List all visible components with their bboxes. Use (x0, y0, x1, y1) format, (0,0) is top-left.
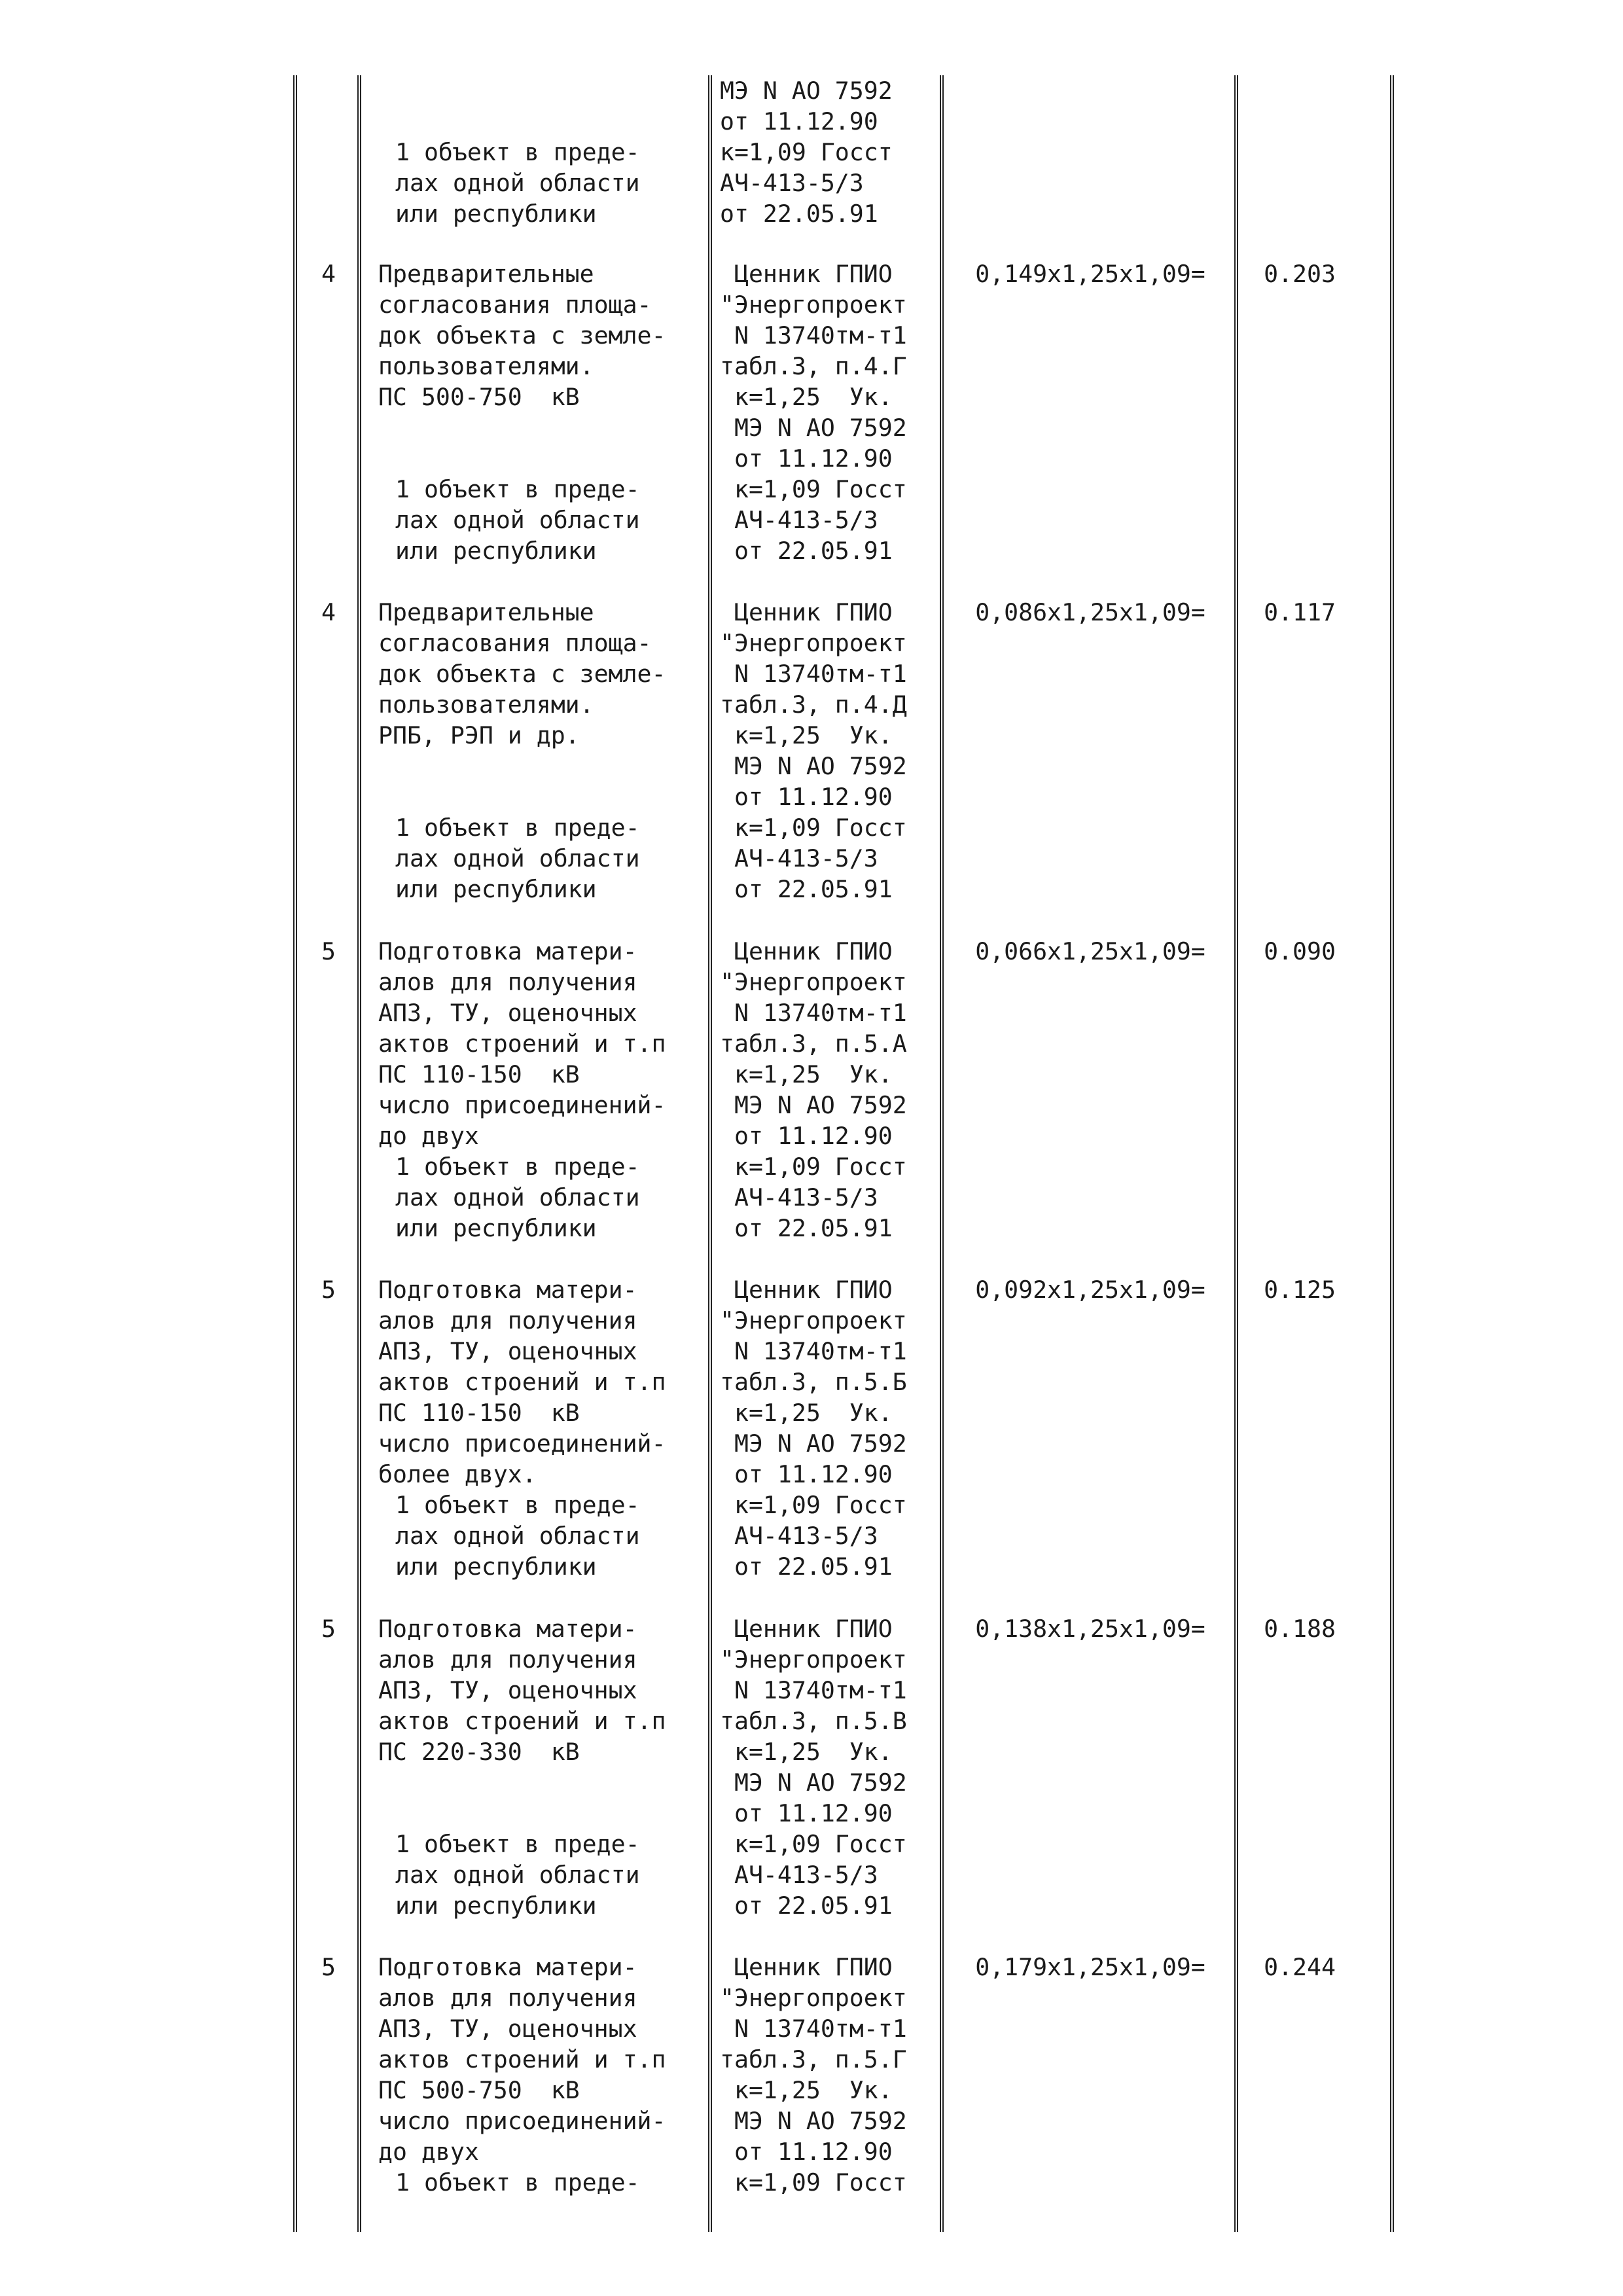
description-line: число присоединений- (378, 1429, 666, 1458)
row-number: 5 (321, 1276, 336, 1304)
row-number: 5 (321, 937, 336, 965)
source-line: N 13740тм-т1 (720, 1337, 907, 1365)
column-divider-source (940, 75, 944, 2232)
source-line: к=1,09 Госст (720, 475, 907, 503)
price-source (720, 1952, 938, 2198)
description-line: актов строений и т.п (378, 1707, 666, 1735)
description-line: или республики (395, 200, 597, 228)
description-line (378, 75, 712, 106)
description-line: или республики (395, 537, 597, 565)
row-number: 5 (321, 1953, 336, 1981)
description-line: Подготовка матери- (378, 1276, 637, 1304)
source-line: к=1,25 Ук. (720, 1399, 893, 1427)
description-line: ПС 110-150 кВ (378, 1399, 580, 1427)
source-line: N 13740тм-т1 (720, 1676, 907, 1704)
source-line: от 22.05.91 (720, 875, 893, 903)
cost-value: 0.090 (1264, 937, 1336, 965)
source-line: к=1,25 Ук. (720, 2076, 893, 2104)
source-line: N 13740тм-т1 (720, 999, 907, 1027)
description-line (378, 751, 712, 781)
table-border-left (293, 75, 297, 2232)
source-line: от 11.12.90 (720, 107, 878, 135)
description-line: или республики (395, 1214, 597, 1242)
row-number: 5 (321, 1615, 336, 1643)
price-source (720, 75, 938, 229)
source-line: "Энергопроект (720, 1645, 907, 1674)
source-line: МЭ N АО 7592 (720, 77, 893, 105)
description-line: лах одной области (395, 169, 640, 197)
description-line (378, 106, 712, 137)
source-line: к=1,25 Ук. (720, 383, 893, 411)
source-line: от 11.12.90 (720, 1122, 893, 1150)
source-line: к=1,25 Ук. (720, 1738, 893, 1766)
source-line: "Энергопроект (720, 1984, 907, 2012)
source-line: АЧ-413-5/3 (720, 1522, 878, 1550)
calculation-formula: 0,092х1,25х1,09= (975, 1276, 1205, 1304)
cost-value: 0.188 (1264, 1615, 1336, 1643)
source-line: от 22.05.91 (720, 1892, 893, 1920)
description-line: 1 объект в преде- (395, 1830, 640, 1858)
calculation-formula: 0,179х1,25х1,09= (975, 1953, 1205, 1981)
description-line: АПЗ, ТУ, оценочных (378, 1676, 637, 1704)
description-line: 1 объект в преде- (395, 814, 640, 842)
price-source (720, 1274, 938, 1582)
description-line: актов строений и т.п (378, 1368, 666, 1396)
column-divider-num (357, 75, 361, 2232)
source-line: "Энергопроект (720, 1306, 907, 1335)
description-line: актов строений и т.п (378, 1030, 666, 1058)
description-line: лах одной области (395, 506, 640, 534)
calculation-formula: 0,149х1,25х1,09= (975, 260, 1205, 288)
description-line (378, 1798, 712, 1829)
description-line: актов строений и т.п (378, 2045, 666, 2073)
work-description (378, 1613, 712, 1921)
source-line: к=1,09 Госст (720, 1491, 907, 1519)
source-line: от 11.12.90 (720, 1799, 893, 1827)
work-description (378, 597, 712, 905)
description-line: число присоединений- (378, 2107, 666, 2135)
source-line: МЭ N АО 7592 (720, 1091, 907, 1119)
description-line: пользователями. (378, 691, 594, 719)
description-line (378, 443, 712, 474)
description-line: ПС 500-750 кВ (378, 2076, 580, 2104)
source-line: табл.3, п.4.Г (720, 352, 907, 380)
cost-value: 0.244 (1264, 1953, 1336, 1981)
source-line: от 22.05.91 (720, 200, 878, 228)
work-description (378, 75, 712, 229)
source-line: Ценник ГПИО (720, 1615, 893, 1643)
description-line (378, 412, 712, 443)
column-divider-formula (1234, 75, 1238, 2232)
description-line: АПЗ, ТУ, оценочных (378, 999, 637, 1027)
source-line: к=1,09 Госст (720, 814, 907, 842)
description-line (378, 1767, 712, 1798)
source-line: МЭ N АО 7592 (720, 2107, 907, 2135)
cost-value: 0.203 (1264, 260, 1336, 288)
cost-value: 0.125 (1264, 1276, 1336, 1304)
description-line: пользователями. (378, 352, 594, 380)
description-line: согласования площа- (378, 629, 652, 657)
source-line: к=1,09 Госст (720, 1153, 907, 1181)
description-line: до двух (378, 1122, 479, 1150)
source-line: АЧ-413-5/3 (720, 844, 878, 872)
source-line: от 22.05.91 (720, 1552, 893, 1581)
cost-value: 0.117 (1264, 598, 1336, 626)
description-line: РПБ, РЭП и др. (378, 721, 580, 749)
description-line: или республики (395, 875, 597, 903)
calculation-formula: 0,066х1,25х1,09= (975, 937, 1205, 965)
source-line: N 13740тм-т1 (720, 321, 907, 350)
description-line: ПС 110-150 кВ (378, 1060, 580, 1088)
work-description (378, 936, 712, 1244)
description-line: лах одной области (395, 1183, 640, 1211)
description-line: 1 объект в преде- (395, 2168, 640, 2197)
description-line: число присоединений- (378, 1091, 666, 1119)
description-line: или республики (395, 1552, 597, 1581)
price-source (720, 936, 938, 1244)
source-line: АЧ-413-5/3 (720, 1183, 878, 1211)
source-line: МЭ N АО 7592 (720, 1429, 907, 1458)
description-line: Подготовка матери- (378, 1615, 637, 1643)
description-line: или республики (395, 1892, 597, 1920)
price-source (720, 1613, 938, 1921)
description-line: алов для получения (378, 1984, 637, 2012)
price-source (720, 259, 938, 566)
description-line: до двух (378, 2138, 479, 2166)
source-line: от 11.12.90 (720, 2138, 893, 2166)
source-line: табл.3, п.5.Г (720, 2045, 907, 2073)
description-line: 1 объект в преде- (395, 475, 640, 503)
source-line: АЧ-413-5/3 (720, 1861, 878, 1889)
description-line: Подготовка матери- (378, 1953, 637, 1981)
source-line: "Энергопроект (720, 968, 907, 996)
table-border-right (1390, 75, 1394, 2232)
source-line: к=1,25 Ук. (720, 1060, 893, 1088)
work-description (378, 1952, 712, 2198)
source-line: N 13740тм-т1 (720, 660, 907, 688)
source-line: "Энергопроект (720, 629, 907, 657)
source-line: Ценник ГПИО (720, 937, 893, 965)
source-line: Ценник ГПИО (720, 598, 893, 626)
source-line: табл.3, п.5.Б (720, 1368, 907, 1396)
work-description (378, 259, 712, 566)
description-line: ПС 500-750 кВ (378, 383, 580, 411)
source-line: АЧ-413-5/3 (720, 506, 878, 534)
description-line: док объекта с земле- (378, 321, 666, 350)
row-number: 4 (321, 260, 336, 288)
description-line: более двух. (378, 1460, 537, 1488)
source-line: МЭ N АО 7592 (720, 1768, 907, 1797)
price-source (720, 597, 938, 905)
source-line: к=1,25 Ук. (720, 721, 893, 749)
source-line: от 22.05.91 (720, 537, 893, 565)
work-description (378, 1274, 712, 1582)
source-line: от 11.12.90 (720, 1460, 893, 1488)
calculation-formula: 0,086х1,25х1,09= (975, 598, 1205, 626)
source-line: Ценник ГПИО (720, 1276, 893, 1304)
description-line: Предварительные (378, 260, 594, 288)
description-line: лах одной области (395, 844, 640, 872)
description-line: 1 объект в преде- (395, 1153, 640, 1181)
description-line: согласования площа- (378, 291, 652, 319)
source-line: табл.3, п.5.А (720, 1030, 907, 1058)
source-line: к=1,09 Госст (720, 1830, 907, 1858)
source-line: от 11.12.90 (720, 444, 893, 473)
row-number: 4 (321, 598, 336, 626)
calculation-formula: 0,138х1,25х1,09= (975, 1615, 1205, 1643)
description-line: 1 объект в преде- (395, 138, 640, 166)
source-line: к=1,09 Госст (720, 2168, 907, 2197)
source-line: МЭ N АО 7592 (720, 414, 907, 442)
source-line: Ценник ГПИО (720, 260, 893, 288)
source-line: "Энергопроект (720, 291, 907, 319)
description-line: лах одной области (395, 1522, 640, 1550)
source-line: Ценник ГПИО (720, 1953, 893, 1981)
description-line: 1 объект в преде- (395, 1491, 640, 1519)
source-line: табл.3, п.4.Д (720, 691, 907, 719)
description-line: док объекта с земле- (378, 660, 666, 688)
description-line: алов для получения (378, 968, 637, 996)
description-line: алов для получения (378, 1645, 637, 1674)
source-line: МЭ N АО 7592 (720, 752, 907, 780)
source-line: к=1,09 Госст (720, 138, 893, 166)
description-line: лах одной области (395, 1861, 640, 1889)
description-line: АПЗ, ТУ, оценочных (378, 2015, 637, 2043)
source-line: табл.3, п.5.В (720, 1707, 907, 1735)
description-line (378, 781, 712, 812)
description-line: Предварительные (378, 598, 594, 626)
description-line: алов для получения (378, 1306, 637, 1335)
description-line: Подготовка матери- (378, 937, 637, 965)
source-line: от 11.12.90 (720, 783, 893, 811)
source-line: от 22.05.91 (720, 1214, 893, 1242)
source-line: АЧ-413-5/3 (720, 169, 864, 197)
description-line: АПЗ, ТУ, оценочных (378, 1337, 637, 1365)
description-line: ПС 220-330 кВ (378, 1738, 580, 1766)
source-line: N 13740тм-т1 (720, 2015, 907, 2043)
